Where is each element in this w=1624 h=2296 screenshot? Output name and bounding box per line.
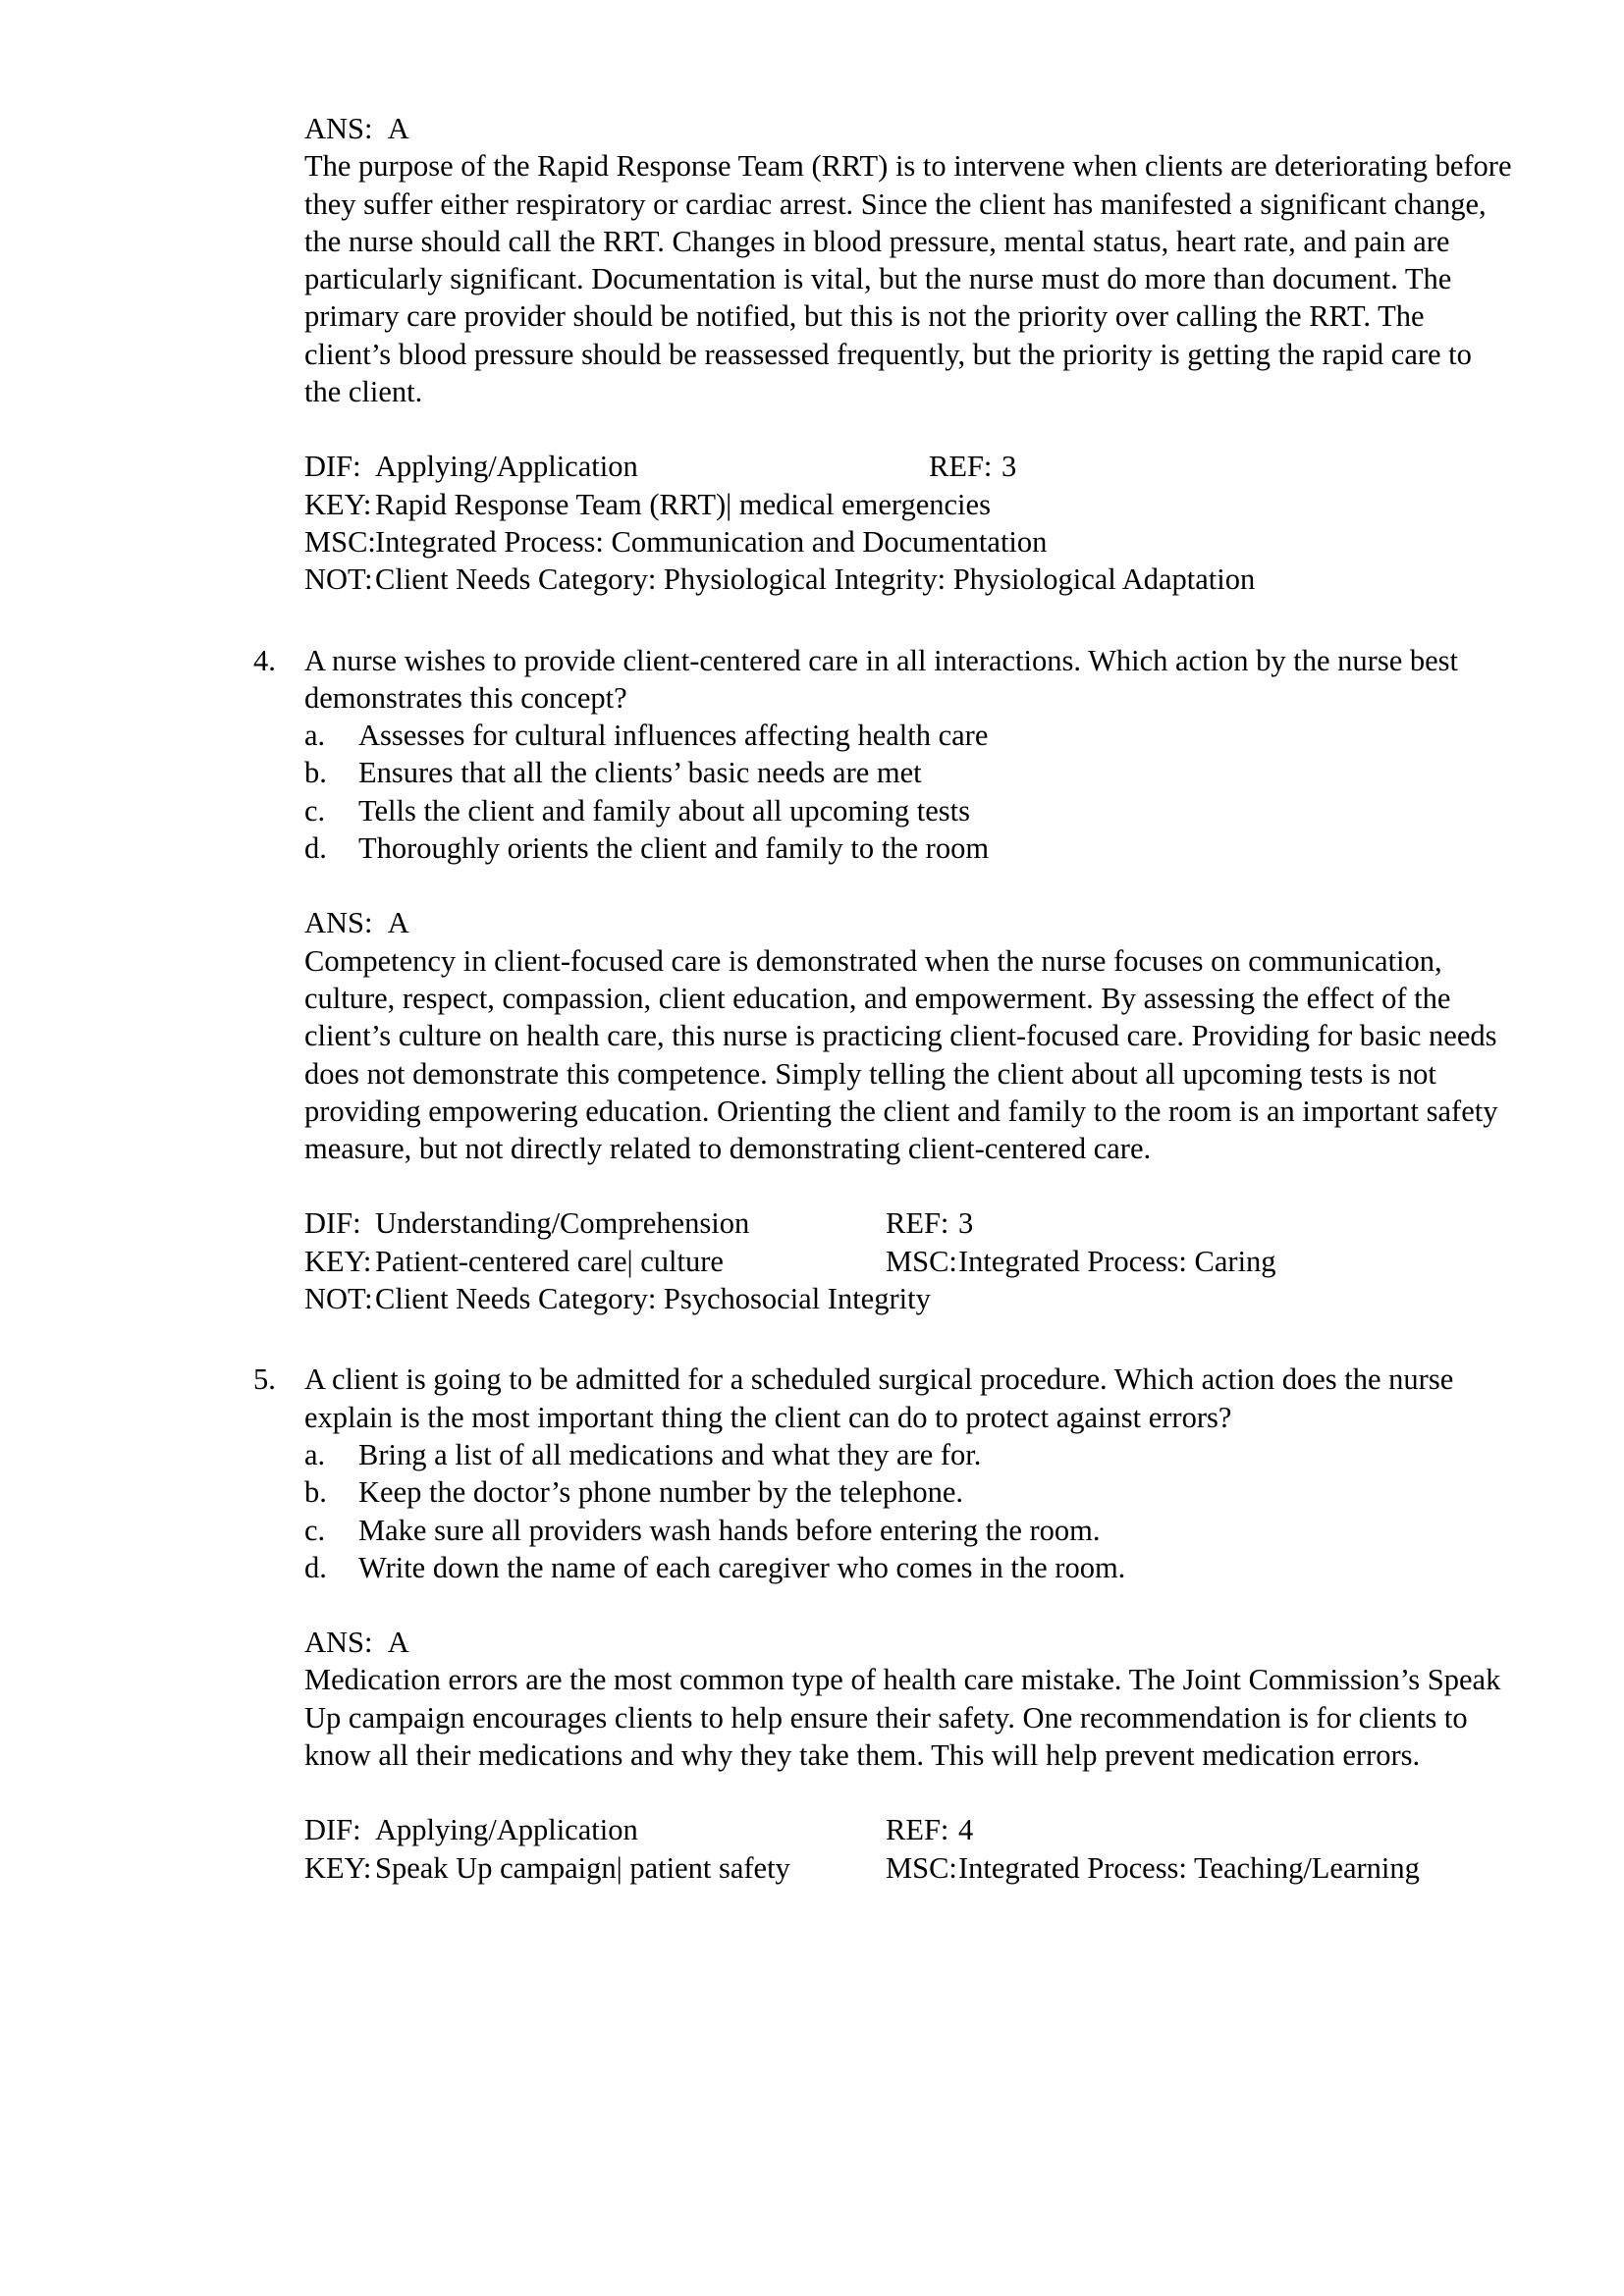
answer-line xyxy=(304,1624,1512,1661)
metadata-label-msc: MSC: xyxy=(886,1244,957,1278)
metadata-value-dif: Understanding/Comprehension xyxy=(375,1206,750,1241)
metadata-row xyxy=(304,486,1512,523)
option-letter: d. xyxy=(304,831,327,866)
metadata-label-key: KEY: xyxy=(304,1244,372,1278)
option-c[interactable] xyxy=(304,792,1512,829)
metadata-label-dif: DIF: xyxy=(304,1206,361,1241)
rationale-text: The purpose of the Rapid Response Team (RRT) is to intervene when clients are deteriorating before they suffer either respiratory or cardiac arrest. Since the client has manifested a significant change, the nurse should call the RRT. Changes in blood pressure, mental status, heart rate, and pain are particularly significant. Documentation is vital, but the nurse must do more than document. The primary care provider should be notified, but this is not the priority over calling the RRT. The client’s blood pressure should be reassessed frequently, but the priority is getting the rapid care to the client. xyxy=(304,149,1512,409)
answer-label: ANS: xyxy=(304,112,373,145)
answer-value: A xyxy=(387,1626,409,1660)
metadata-value-key: Speak Up campaign| patient safety xyxy=(375,1850,790,1885)
metadata-label-msc: MSC: xyxy=(886,1850,957,1885)
metadata-label-not: NOT: xyxy=(304,1282,373,1316)
metadata-label-key: KEY: xyxy=(304,1850,372,1885)
metadata-label-not: NOT: xyxy=(304,562,373,597)
metadata-row xyxy=(304,1811,1512,1848)
option-letter: b. xyxy=(304,1475,327,1510)
option-d[interactable] xyxy=(304,1549,1512,1586)
spacer xyxy=(253,1586,1512,1624)
option-b[interactable] xyxy=(304,754,1512,791)
metadata-row xyxy=(304,1280,1512,1317)
metadata-row xyxy=(304,1849,1512,1887)
metadata-col2 xyxy=(886,1849,1420,1887)
metadata-col2 xyxy=(886,1204,973,1242)
metadata-value-msc: Integrated Process: Communication and Documentation xyxy=(375,524,1048,559)
answer-line xyxy=(304,110,1512,147)
option-a[interactable] xyxy=(304,1436,1512,1473)
spacer xyxy=(253,867,1512,904)
option-d[interactable] xyxy=(304,829,1512,867)
metadata-row xyxy=(304,448,1512,485)
option-text: Write down the name of each caregiver who comes in the room. xyxy=(358,1550,1126,1584)
metadata-value-not: Client Needs Category: Physiological Integrity: Physiological Adaptation xyxy=(375,562,1256,597)
option-text: Make sure all providers wash hands before entering the room. xyxy=(358,1513,1101,1547)
question-number: 4. xyxy=(253,643,276,677)
option-b[interactable] xyxy=(304,1473,1512,1511)
spacer xyxy=(253,1774,1512,1811)
answer-line xyxy=(304,904,1512,941)
option-text: Ensures that all the clients’ basic needs are met xyxy=(358,756,922,790)
rationale-text: Competency in client-focused care is demonstrated when the nurse focuses on communication, culture, respect, compassion, client education, and empowerment. By assessing the effect of the client’s culture on health care, this nurse is practicing client-focused care. Providing for basic needs does not demonstrate this competence. Simply telling the client about all upcoming tests is not providing empowering education. Orienting the client and family to the room is an important safety measure, but not directly related to demonstrating client-centered care. xyxy=(304,943,1498,1166)
option-list xyxy=(304,1436,1512,1586)
option-text: Keep the doctor’s phone number by the telephone. xyxy=(358,1475,964,1510)
metadata-label-ref: REF: xyxy=(929,450,993,484)
metadata-value-key: Patient-centered care| culture xyxy=(375,1244,724,1278)
metadata-label-ref: REF: xyxy=(886,1813,949,1847)
metadata-row xyxy=(304,561,1512,598)
answer-block-3 xyxy=(253,110,1512,410)
question-item-5 xyxy=(253,1361,1512,1586)
rationale-text: Medication errors are the most common type of health care mistake. The Joint Commission’s Speak Up campaign encourages clients to help ensure their safety. One recommendation is for clients to know all their medications and why they take them. This will help prevent medication errors. xyxy=(304,1663,1501,1772)
metadata-row xyxy=(304,1204,1512,1242)
question-stem: A client is going to be admitted for a scheduled surgical procedure. Which action does the nurse explain is the most important thing the client can do to protect against errors? xyxy=(304,1362,1454,1434)
spacer xyxy=(253,1317,1512,1361)
option-text: Assesses for cultural influences affecting health care xyxy=(358,719,989,753)
option-letter: a. xyxy=(304,719,326,753)
metadata-value-ref: 4 xyxy=(958,1813,974,1847)
metadata-col2 xyxy=(886,1243,1276,1280)
metadata-value-ref: 3 xyxy=(1001,450,1017,484)
spacer xyxy=(253,410,1512,448)
answer-label: ANS: xyxy=(304,1626,373,1660)
metadata-label-dif: DIF: xyxy=(304,1813,361,1847)
metadata-row xyxy=(304,523,1512,561)
metadata-value-dif: Applying/Application xyxy=(375,450,638,484)
question-stem: A nurse wishes to provide client-centered care in all interactions. Which action by the nurse best demonstrates this concept? xyxy=(304,643,1458,715)
option-letter: c. xyxy=(304,1513,326,1547)
option-letter: c. xyxy=(304,793,326,828)
metadata-value-msc: Integrated Process: Teaching/Learning xyxy=(958,1850,1420,1885)
question-item-4 xyxy=(253,642,1512,868)
answer-value: A xyxy=(387,112,409,145)
metadata-row xyxy=(304,1243,1512,1280)
metadata-label-key: KEY: xyxy=(304,487,372,521)
option-list xyxy=(304,717,1512,867)
option-letter: b. xyxy=(304,756,327,790)
option-letter: d. xyxy=(304,1550,327,1584)
question-number: 5. xyxy=(253,1362,276,1397)
option-text: Tells the client and family about all upcoming tests xyxy=(358,793,970,828)
metadata-value-msc: Integrated Process: Caring xyxy=(958,1244,1276,1278)
answer-value: A xyxy=(387,906,409,940)
option-letter: a. xyxy=(304,1437,326,1471)
metadata-block-3 xyxy=(304,448,1512,598)
option-a[interactable] xyxy=(304,717,1512,754)
metadata-col2 xyxy=(929,448,1016,485)
metadata-col2 xyxy=(886,1811,973,1848)
answer-block-5 xyxy=(253,1624,1512,1774)
metadata-value-dif: Applying/Application xyxy=(375,1813,638,1847)
answer-label: ANS: xyxy=(304,906,373,940)
metadata-value-not: Client Needs Category: Psychosocial Integrity xyxy=(375,1282,931,1316)
metadata-value-key: Rapid Response Team (RRT)| medical emergencies xyxy=(375,487,991,521)
metadata-value-ref: 3 xyxy=(958,1206,974,1241)
metadata-label-ref: REF: xyxy=(886,1206,949,1241)
option-text: Thoroughly orients the client and family to the room xyxy=(358,831,990,866)
metadata-block-5 xyxy=(304,1811,1512,1887)
option-text: Bring a list of all medications and what they are for. xyxy=(358,1437,982,1471)
spacer xyxy=(253,599,1512,642)
option-c[interactable] xyxy=(304,1512,1512,1549)
metadata-label-dif: DIF: xyxy=(304,450,361,484)
answer-block-4 xyxy=(253,904,1512,1167)
metadata-label-msc: MSC: xyxy=(304,524,376,559)
spacer xyxy=(253,1167,1512,1204)
metadata-block-4 xyxy=(304,1204,1512,1317)
